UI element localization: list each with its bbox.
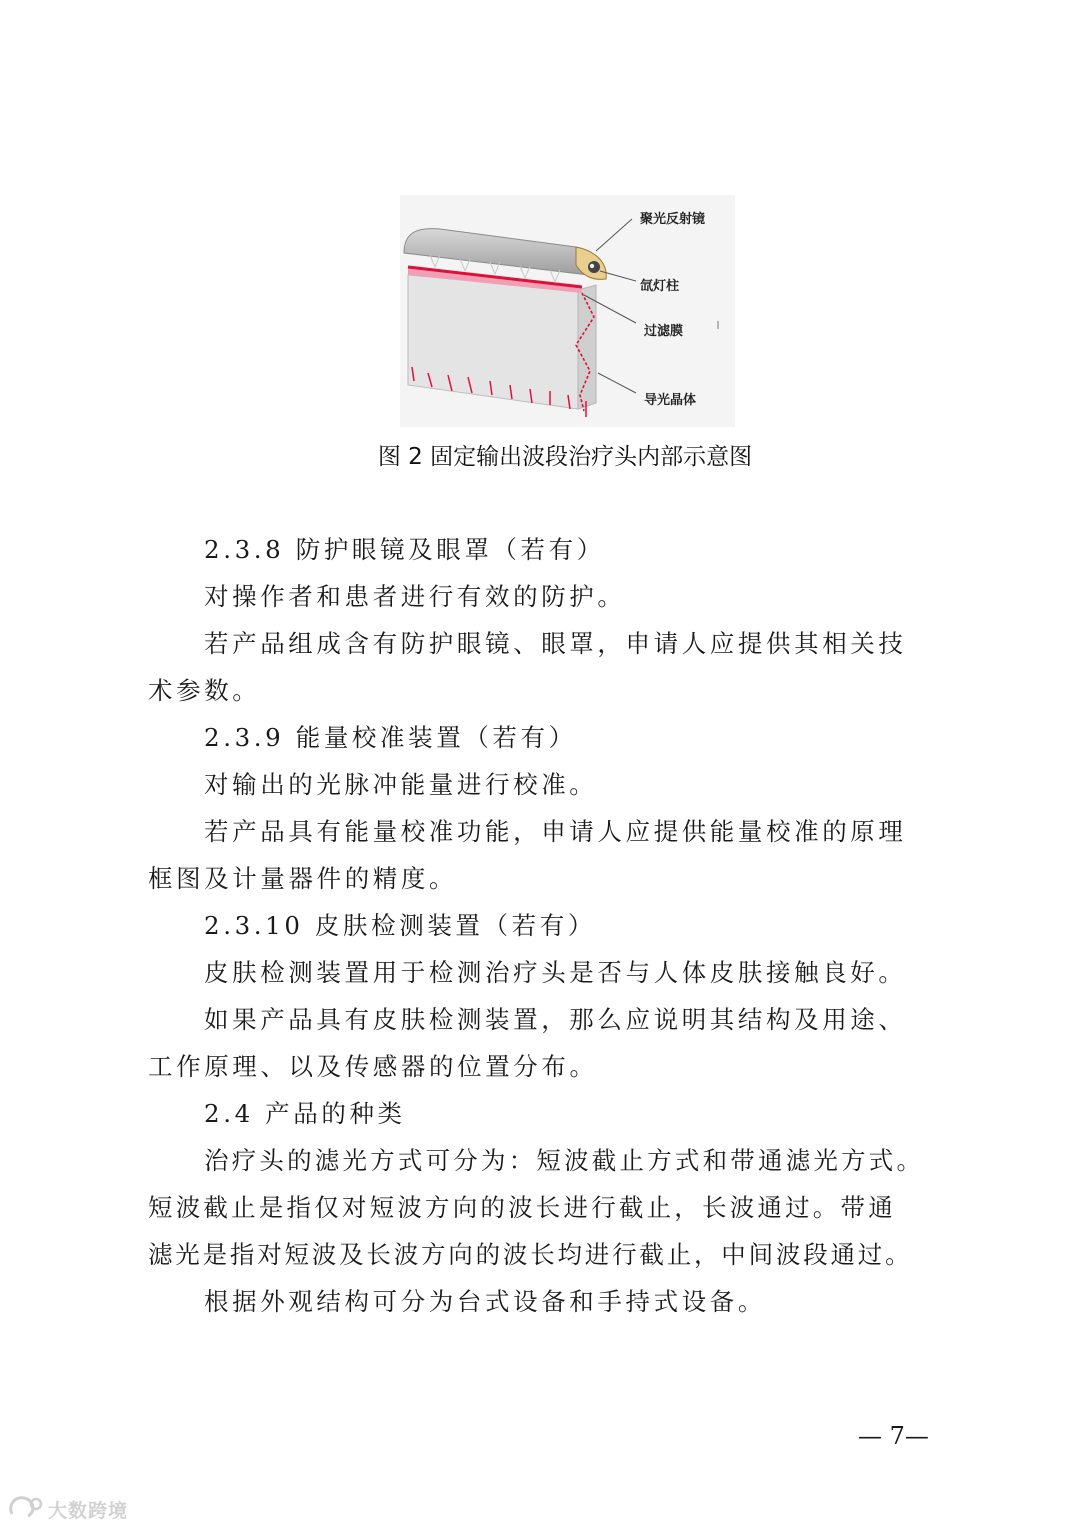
paragraph-line: 皮肤检测装置用于检测治疗头是否与人体皮肤接触良好。 xyxy=(204,958,907,987)
section-heading-2-3-8: 2.3.8 防护眼镜及眼罩（若有） xyxy=(204,535,605,564)
label-lamp: 氙灯柱 xyxy=(640,279,680,294)
paragraph-line: 术参数。 xyxy=(148,676,261,705)
section-heading-2-4: 2.4 产品的种类 xyxy=(204,1099,406,1128)
watermark-text: 大数跨境 xyxy=(48,1500,129,1522)
crystal-front xyxy=(408,275,578,409)
label-crystal: 导光晶体 xyxy=(644,393,697,408)
paragraph-line: 如果产品具有皮肤检测装置，那么应说明其结构及用途、 xyxy=(204,1005,907,1034)
paragraph-line: 根据外观结构可分为台式设备和手持式设备。 xyxy=(204,1287,766,1316)
lamp-end xyxy=(588,261,600,273)
page-number: — 7— xyxy=(858,1422,929,1450)
paragraph-line: 框图及计量器件的精度。 xyxy=(148,864,458,893)
section-heading-2-3-10: 2.3.10 皮肤检测装置（若有） xyxy=(204,911,596,940)
paragraph-line: 若产品组成含有防护眼镜、眼罩，申请人应提供其相关技 xyxy=(204,629,907,658)
section-heading-2-3-9: 2.3.9 能量校准装置（若有） xyxy=(204,723,577,752)
paragraph-line: 工作原理、以及传感器的位置分布。 xyxy=(148,1052,598,1081)
paragraph-line: 短波截止是指仅对短波方向的波长进行截止，长波通过。带通 xyxy=(148,1193,896,1222)
paragraph-line: 治疗头的滤光方式可分为：短波截止方式和带通滤光方式。 xyxy=(204,1146,925,1175)
label-filter: 过滤膜 xyxy=(644,324,684,339)
paragraph-line: 滤光是指对短波及长波方向的波长均进行截止，中间波段通过。 xyxy=(148,1240,913,1269)
paragraph-line: 对操作者和患者进行有效的防护。 xyxy=(204,582,626,611)
figure-diagram xyxy=(400,195,735,427)
paragraph-line: 若产品具有能量校准功能，申请人应提供能量校准的原理 xyxy=(204,817,907,846)
figure-caption: 图 2 固定输出波段治疗头内部示意图 xyxy=(377,444,753,470)
paragraph-line: 对输出的光脉冲能量进行校准。 xyxy=(204,770,598,799)
label-reflector: 聚光反射镜 xyxy=(640,212,706,227)
